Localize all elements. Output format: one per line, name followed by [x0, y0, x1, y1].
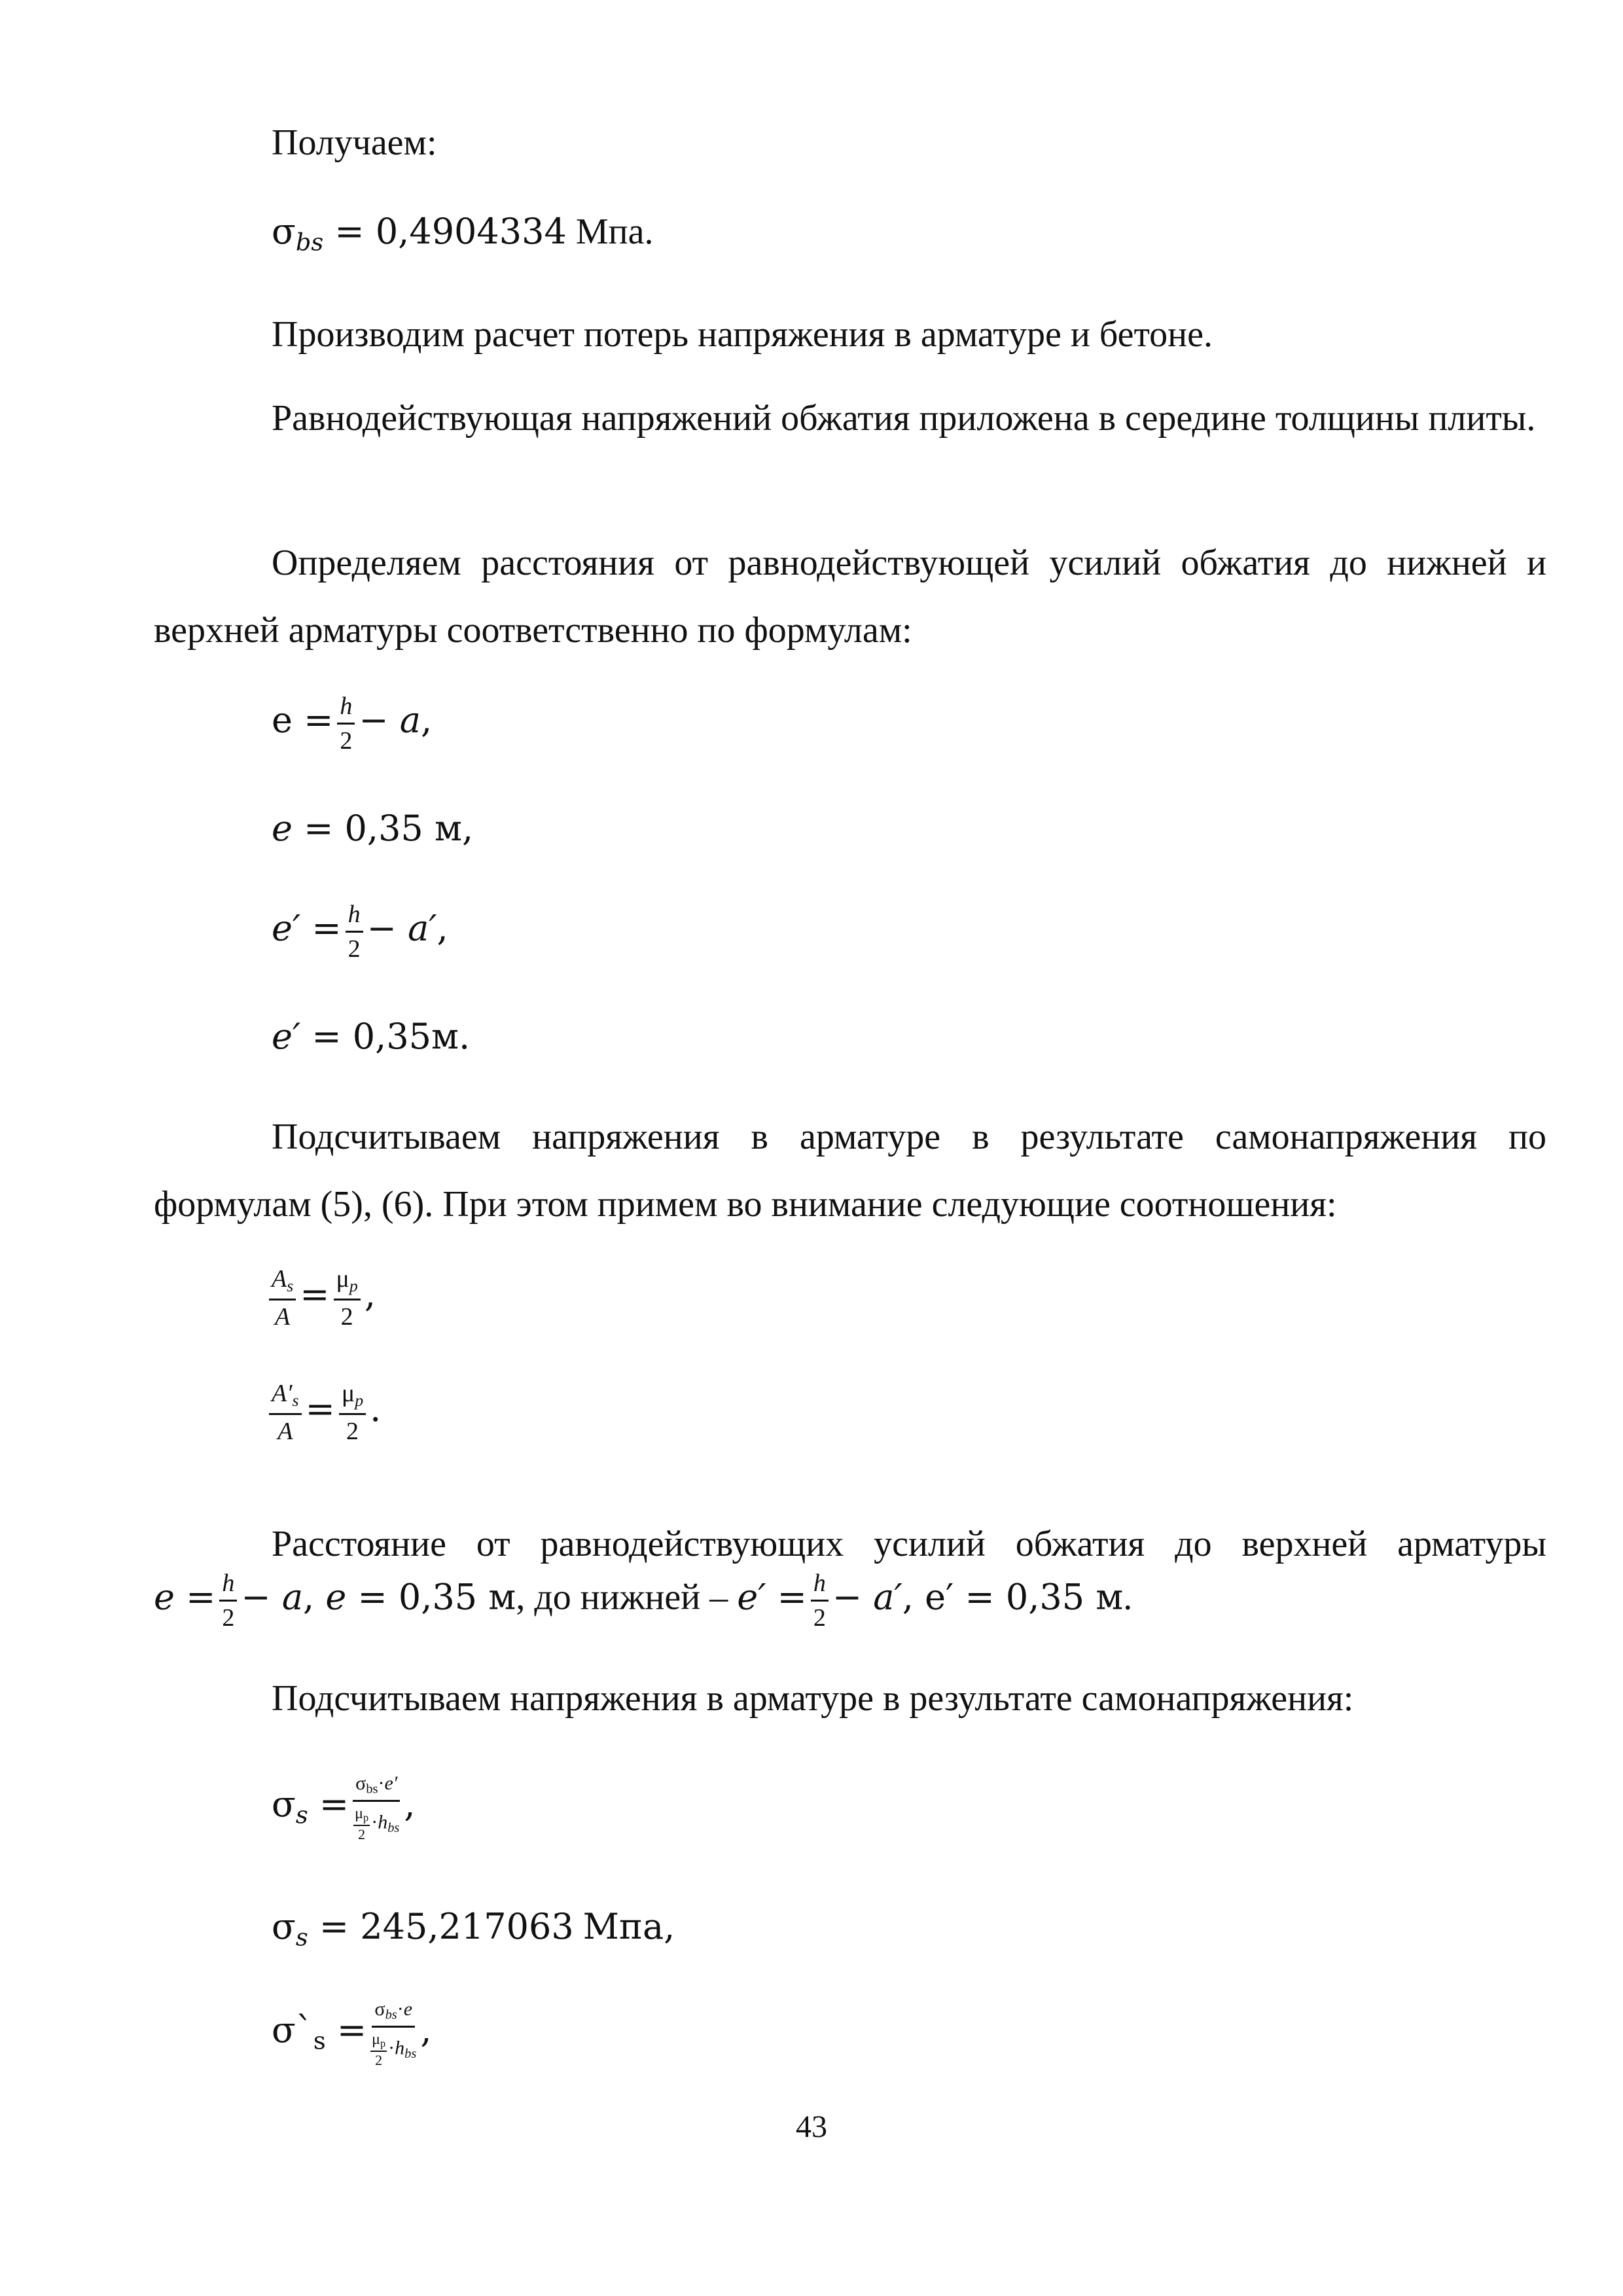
formula-inline-distances: e = $\frac{h}{2}$ − a, e = 0,35 м, до нижней – e′ = $\frac{h}{2}$ − a′, e′ = 0,35 м. — [154, 1570, 1133, 1632]
formula-e-prime: e′ = $\frac{h}{2}$ − a′, — [272, 901, 448, 963]
sigma-s-value: 245,217063 — [360, 1906, 574, 1947]
formula-sigma-bs: $\sigma_{bs} = 0,4904334$ Мпа. — [272, 211, 654, 257]
inline-to-lower: до нижней – — [534, 1577, 728, 1618]
formula-e-prime-value: e′ = 0,35м. — [272, 1016, 471, 1057]
sigma-s-unit: Мпа — [582, 1906, 664, 1947]
paragraph-define-distances: Определяем расстояния от равнодействующей усилий обжатия до нижней и верхней арматуры соответственно по формулам: — [154, 543, 1546, 651]
formula-e-value: e = 0,35 м, — [272, 808, 474, 849]
inline-e-prime-value: 0,35 м — [1005, 1576, 1124, 1618]
paragraph-resultant: Равнодействующая напряжений обжатия приложена в середине толщины плиты. — [272, 398, 1536, 439]
formula-sigma-s: $\sigma_s$ = σbs·e′ $\frac{\mu p}{2}$ $\cdot h_{bs}$ , — [272, 1772, 416, 1842]
formula-sigma-s-prime: σ`s = $\sigma_{bs}\cdot e$ $\frac{\mu p}{2}$ $\cdot h_{bs}$ , — [272, 1998, 432, 2068]
text-count-stresses-2: Подсчитываем напряжения в арматуре в результате самонапряжения: — [272, 1678, 1354, 1719]
formula-as-over-a: $\frac{A_s}{A}$ = $\frac{\mu_p}{2}$ , — [265, 1266, 376, 1329]
page-number: 43 — [796, 2109, 827, 2144]
paragraph-distance: Расстояние от равнодействующих усилий обжатия до верхней арматуры — [272, 1524, 1546, 1564]
text-losses: Производим расчет потерь напряжения в арматуре и бетоне. — [272, 314, 1213, 355]
formula-as-prime-over-a: $\frac{A'_s}{A}$ = $\frac{\mu_p}{2}$ . — [265, 1381, 381, 1444]
paragraph-count-stresses: Подсчитываем напряжения в арматуре в результате самонапряжения по формулам (5), (6). При этом примем во внимание следующие соотношения: — [154, 1117, 1546, 1225]
sigma-bs-unit: Мпа — [575, 211, 645, 252]
formula-e: e = $\frac{h}{2}$ − a, — [272, 692, 433, 755]
inline-e-value: 0,35 м — [398, 1576, 516, 1618]
formula-sigma-s-value: $\sigma_s = 245,217063$ Мпа, — [272, 1906, 675, 1952]
sigma-bs-value: 0,4904334 — [375, 211, 567, 252]
text-poluchaem: Получаем: — [272, 122, 437, 163]
e-prime-value: 0,35м — [352, 1016, 459, 1057]
e-value: 0,35 м — [344, 808, 462, 849]
